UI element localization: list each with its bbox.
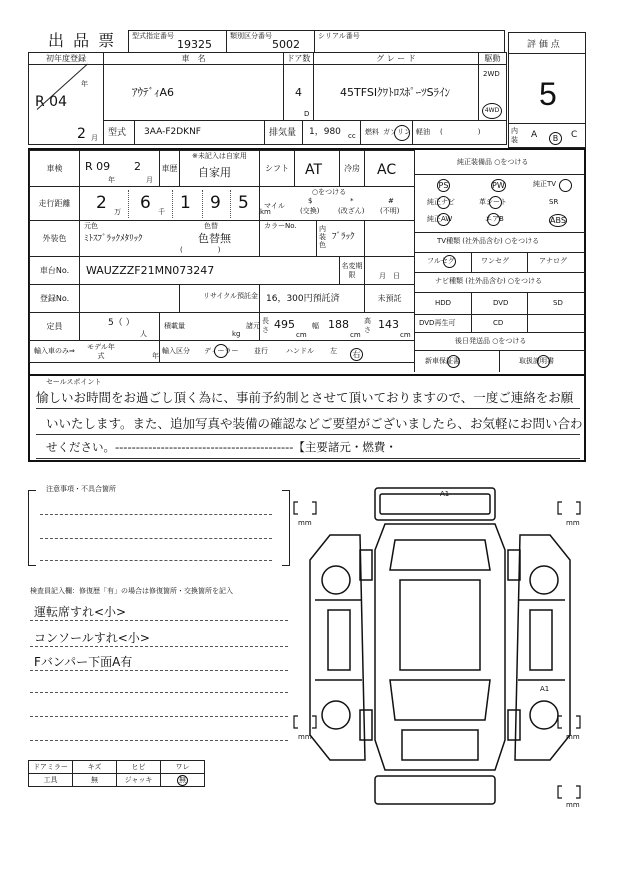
width: 188	[328, 318, 349, 331]
sales-line-3: せください。-------------------------------------------【主要諸元・燃費・	[46, 440, 397, 454]
recycle-cell	[260, 285, 365, 313]
options-panel: 純正装備品 ○をつける PS PW 純正TV 純正ナビ 革シート SR 純正AW エアB ABS TV種類 (社外品含む) ○をつける フルセグ ワンセグ アナログ ナビ種類 (社外品含む) ○をつける HDD DVD SD DVD再生可 CD 後日発送品 ○をつける 新車保証書 取扱説明書	[414, 150, 584, 372]
chassis-number: WAUZZZF21MN073247	[86, 264, 215, 277]
name-change-cell: 月 日	[365, 257, 415, 285]
damage-mark-front: A1	[440, 490, 450, 498]
recycle-label-cell: リサイクル預託金	[180, 285, 260, 313]
inner-color: ﾌﾞﾗｯｸ	[332, 232, 355, 242]
first-reg-cell: R 04 年 2 月	[29, 65, 104, 145]
import-type-cell: 輸入区分 ディーラー 並行 ハンドル 左 右	[160, 341, 415, 363]
height: 143	[378, 318, 399, 331]
doors: 4	[295, 86, 302, 99]
damage-mark-right: A1	[540, 685, 550, 693]
chassis-cell	[80, 257, 340, 285]
note-entry-2: コンソールすれ<小>	[34, 631, 150, 645]
displacement: 1，980	[309, 127, 341, 137]
header-table	[128, 30, 505, 53]
sales-point-box: セールスポイント 愉しいお時間をお過ごし頂く為に、事前予約制とさせて頂いておりますので、一度ご連絡をお願 いいたします。また、追加写真や装備の確認などご要望がございましたら、お気軽にお問い合わ せください。-------------------------------------------【主要諸元・燃費・	[28, 376, 586, 462]
odometer-status-cell: ○をつける マイル $ (交換) * (改ざん) # (不明)	[260, 187, 415, 221]
length: 495	[274, 318, 295, 331]
inspection-cell: R 09 年 2 月	[80, 151, 160, 187]
import-cell: 輸入車のみ⇒ モデル年式 年	[30, 341, 160, 363]
handle-right-circled: 右	[350, 344, 363, 361]
grade: 45TFSIｸﾜﾄﾛｽﾎﾟｰﾂSﾗｲﾝ	[340, 86, 451, 99]
type-row: 型式 3AA-F2DKNF 排気量 1，980 cc 燃料 ガソリン 軽油 ( )	[104, 121, 507, 145]
inspector-label: 検査員記入欄：修復歴「有」の場合は修復箇所・交換箇所を記入	[30, 587, 233, 595]
serial-cell: シリアル番号	[315, 31, 505, 53]
note-entry-1: 運転席すれ<小>	[34, 605, 127, 619]
inspection-era: R 09	[85, 160, 111, 173]
first-reg-era: R 04	[35, 94, 67, 110]
history-cell: ※未記入は自家用 自家用	[180, 151, 260, 187]
dealer-circle-mark	[214, 344, 228, 358]
doors-cell: 4 D	[284, 65, 314, 121]
capacity: 5（ ）	[108, 318, 135, 328]
ac: AC	[377, 162, 397, 178]
car-damage-diagram	[290, 480, 590, 810]
vehicle-table: 初年度登録 車 名 ドア数 グ レ ー ド 駆動 R 04 年 2 月 ｱｳﾃﾞｨA6 4 D 45TFSIｸﾜﾄﾛｽﾎﾟｰﾂSﾗｲﾝ 2WD 4WD 型式 3AA-F2DKNF 排気量 1，980 cc 燃料 ガソリン 軽油 ( )	[28, 52, 507, 145]
dealer-option: ディーラー	[204, 347, 239, 355]
shift-cell	[295, 151, 340, 187]
load-cell: 積載量 kg 諸元	[160, 313, 260, 341]
score-box: 評 価 点 5 内装 A B C	[508, 32, 586, 148]
car-name: ｱｳﾃﾞｨA6	[132, 86, 175, 99]
model-code-cell: 型式指定番号 19325	[129, 31, 227, 53]
color-no-cell: カラーNo. 内装色 ﾌﾞﾗｯｸ	[260, 221, 365, 257]
category: 5002	[272, 38, 300, 51]
color-cell: 元色 ﾐﾄｽﾌﾞﾗｯｸﾒﾀﾘｯｸ 色替 色替無 ( )	[80, 221, 260, 257]
color-change: 色替無	[198, 232, 231, 245]
sales-line-1: 愉しいお時間をお過ごし頂く為に、事前予約制とさせて頂いておりますので、一度ご連絡をお願	[36, 390, 574, 405]
dimensions-cell: 長さ 495 cm 幅 188 cm 高さ 143 cm	[260, 313, 415, 341]
form-title: 出 品 票	[48, 31, 117, 50]
drive-cell: 2WD 4WD	[479, 65, 507, 121]
interior-b-circled: B	[549, 128, 562, 145]
original-color: ﾐﾄｽﾌﾞﾗｯｸﾒﾀﾘｯｸ	[84, 234, 143, 244]
fuel-circle-mark	[394, 125, 410, 141]
drive-4wd-circled: 4WD	[482, 99, 502, 119]
score-value: 5	[539, 76, 557, 112]
note-entry-3: Fバンパー下面A有	[34, 655, 133, 669]
history: 自家用	[198, 166, 231, 179]
model-type: 3AA-F2DKNF	[144, 127, 201, 137]
ac-cell	[365, 151, 415, 187]
model-code: 19325	[177, 38, 212, 51]
shift: AT	[305, 162, 323, 178]
sales-line-2: いいたします。また、追加写真や装備の確認などご要望がございましたら、お気軽にお問い合わ	[46, 416, 583, 431]
mileage-cell: 2 万 6 千 1 9 5 km	[80, 187, 260, 221]
fuel-gasoline: ガソリン	[383, 128, 411, 136]
category-cell: 類別区分番号 5002	[227, 31, 315, 53]
grade-cell	[314, 65, 479, 121]
specs-table: 車検 R 09 年 2 月 車歴 ※未記入は自家用 自家用 シフト AT 冷房 AC 走行距離 2 万 6 千 1 9 5 km ○をつける マイル $ (交換) * (改ざん) # (不明) 外装色 元色 ﾐﾄｽﾌﾞﾗｯｸﾒﾀﾘｯｸ 色替 色替無 ( ) カラーNo. 内装色 ﾌﾞﾗｯｸ 車台No. WAUZZZF21MN073247 名変期限 月 日 登録No. リサイクル預託金 16，300円預託済 未預託 定員 5（ ） 人 積載量 kg 諸元 長さ 495 cm 幅 188 cm 高さ 143 cm 輸入車のみ⇒ モデル年式 年 輸入区分 ディーラー 並行 ハンドル 左 右	[29, 150, 415, 363]
notes-box: 注意事項・不具合箇所	[28, 486, 290, 566]
car-name-cell	[104, 65, 284, 121]
recycle-amount: 16，300円預託済	[266, 294, 340, 304]
capacity-cell: 5（ ） 人	[80, 313, 160, 341]
legend-table: ドアミラー キズ ヒビ ワレ 工具 無 ジャッキ 無	[28, 760, 205, 787]
